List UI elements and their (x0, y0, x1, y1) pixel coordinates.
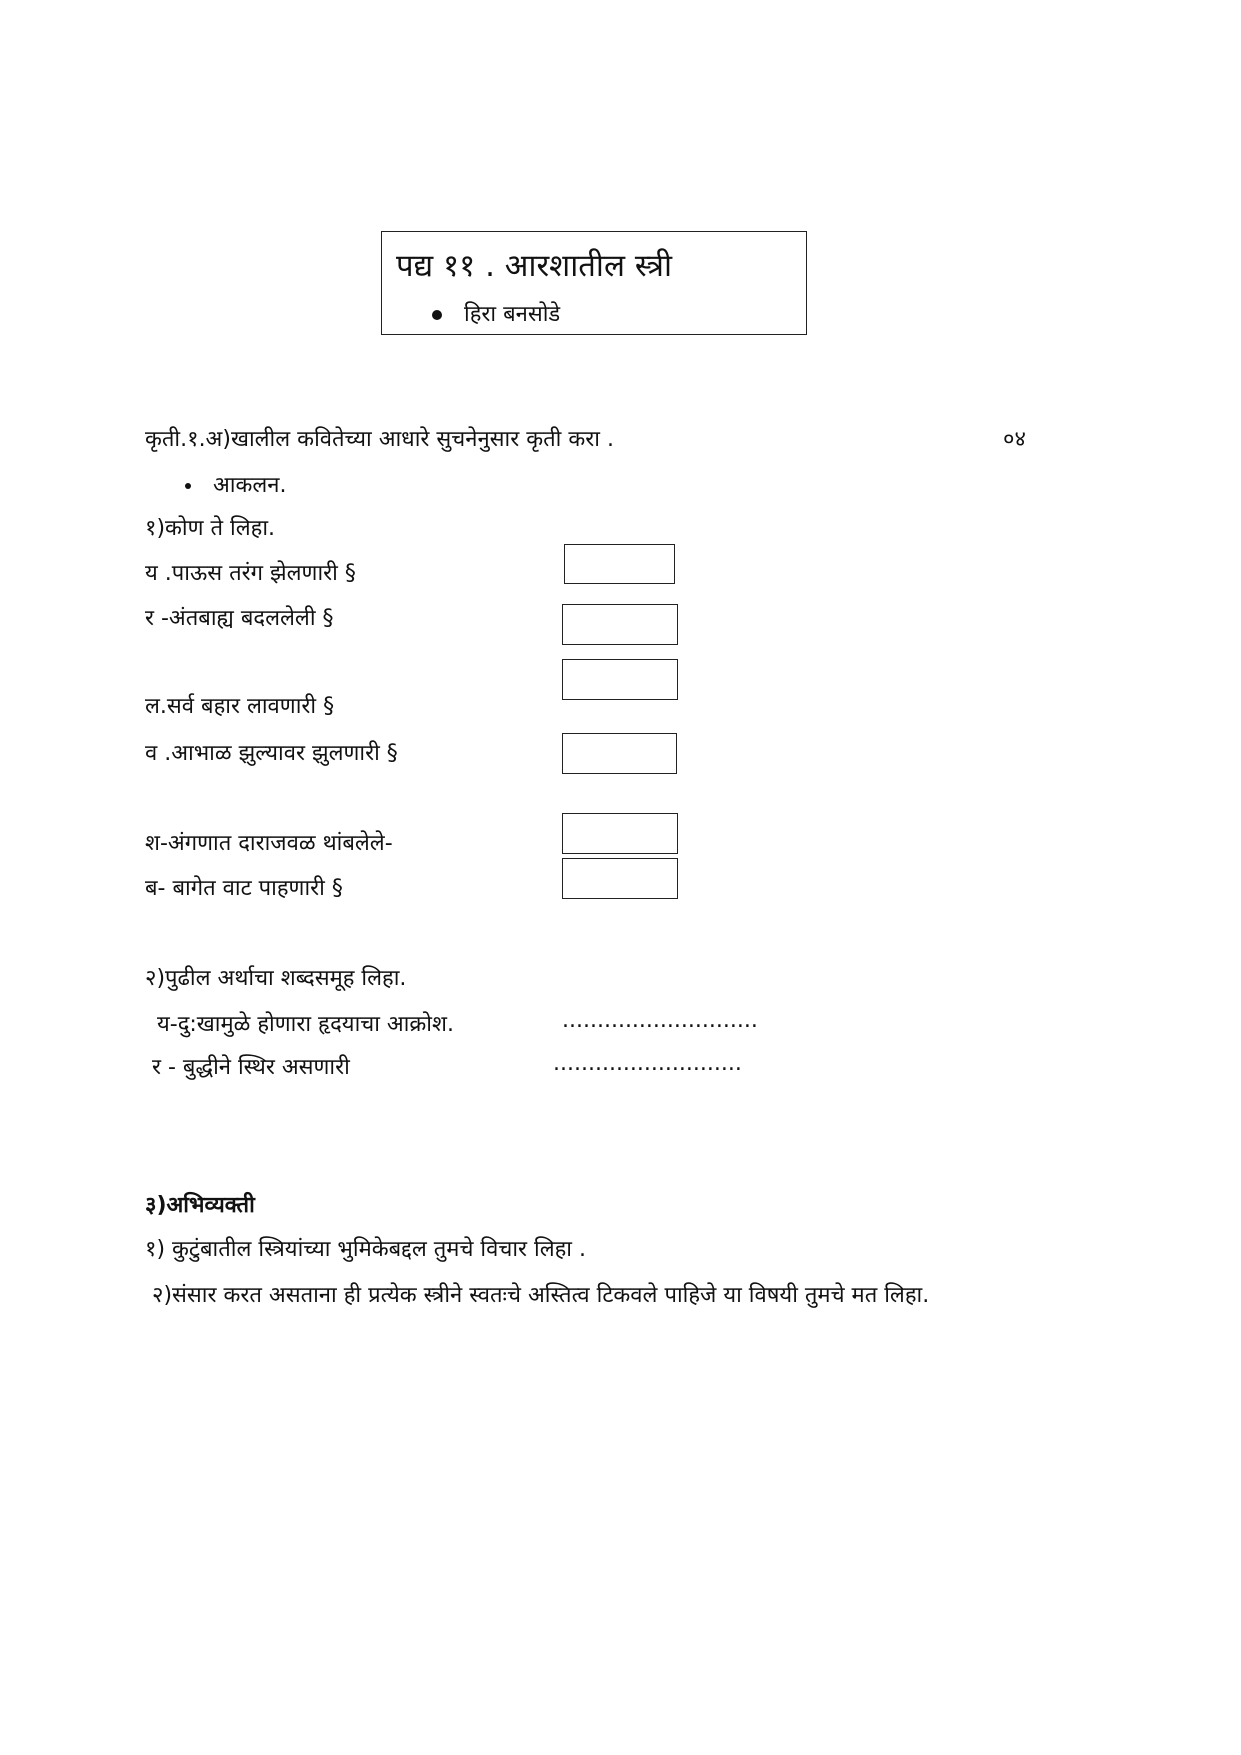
bullet-akalan (185, 469, 287, 499)
q3-title: ३)अभिव्यक्ती (145, 1193, 255, 1218)
answer-box-6[interactable] (562, 858, 678, 899)
q2-blank-2[interactable]: ........................... (553, 1051, 742, 1076)
q2-item-1: य-दु:खामुळे होणारा हृदयाचा आक्रोश. (157, 1012, 454, 1037)
q2-item-2: र - बुद्धीने स्थिर असणारी (152, 1055, 350, 1080)
q1-item-1: य .पाऊस तरंग झेलणारी § (145, 561, 356, 586)
q2-title: २)पुढील अर्थाचा शब्दसमूह लिहा. (145, 966, 407, 991)
q1-item-6: ब- बागेत वाट पाहणारी § (145, 876, 343, 901)
q3-item-2: २)संसार करत असताना ही प्रत्येक स्त्रीने स्वतःचे अस्तित्व टिकवले पाहिजे या विषयी तुमचे मत लिहा. (152, 1283, 930, 1308)
answer-box-2[interactable] (562, 604, 678, 645)
q1-item-4: व .आभाळ झुल्यावर झुलणारी § (145, 741, 398, 766)
task-heading: कृती.१.अ)खालील कवितेच्या आधारे सुचनेनुसार कृती करा . (145, 427, 614, 452)
author-name: हिरा बनसोडे (464, 302, 561, 327)
bullet-label: आकलन. (213, 473, 287, 498)
title-box (381, 231, 807, 335)
q1-item-2: र -अंतबाह्य बदललेली § (145, 606, 334, 631)
q1-item-3: ल.सर्व बहार लावणारी § (145, 694, 335, 719)
q1-title: १)कोण ते लिहा. (145, 516, 276, 541)
answer-box-4[interactable] (562, 733, 677, 774)
q1-item-5: श-अंगणात दाराजवळ थांबलेले- (145, 831, 393, 856)
page-title: पद्य ११ . आरशातील स्त्री (396, 248, 673, 284)
answer-box-3[interactable] (562, 659, 678, 700)
q3-item-1: १) कुटुंबातील स्त्रियांच्या भुमिकेबद्दल तुमचे विचार लिहा . (145, 1237, 586, 1262)
bullet-icon (185, 483, 191, 489)
q2-blank-1[interactable]: ............................ (562, 1008, 758, 1033)
answer-box-1[interactable] (564, 544, 675, 584)
task-marks: ०४ (1003, 427, 1026, 452)
author-line (432, 298, 560, 328)
bullet-icon (432, 310, 442, 320)
answer-box-5[interactable] (562, 813, 678, 854)
